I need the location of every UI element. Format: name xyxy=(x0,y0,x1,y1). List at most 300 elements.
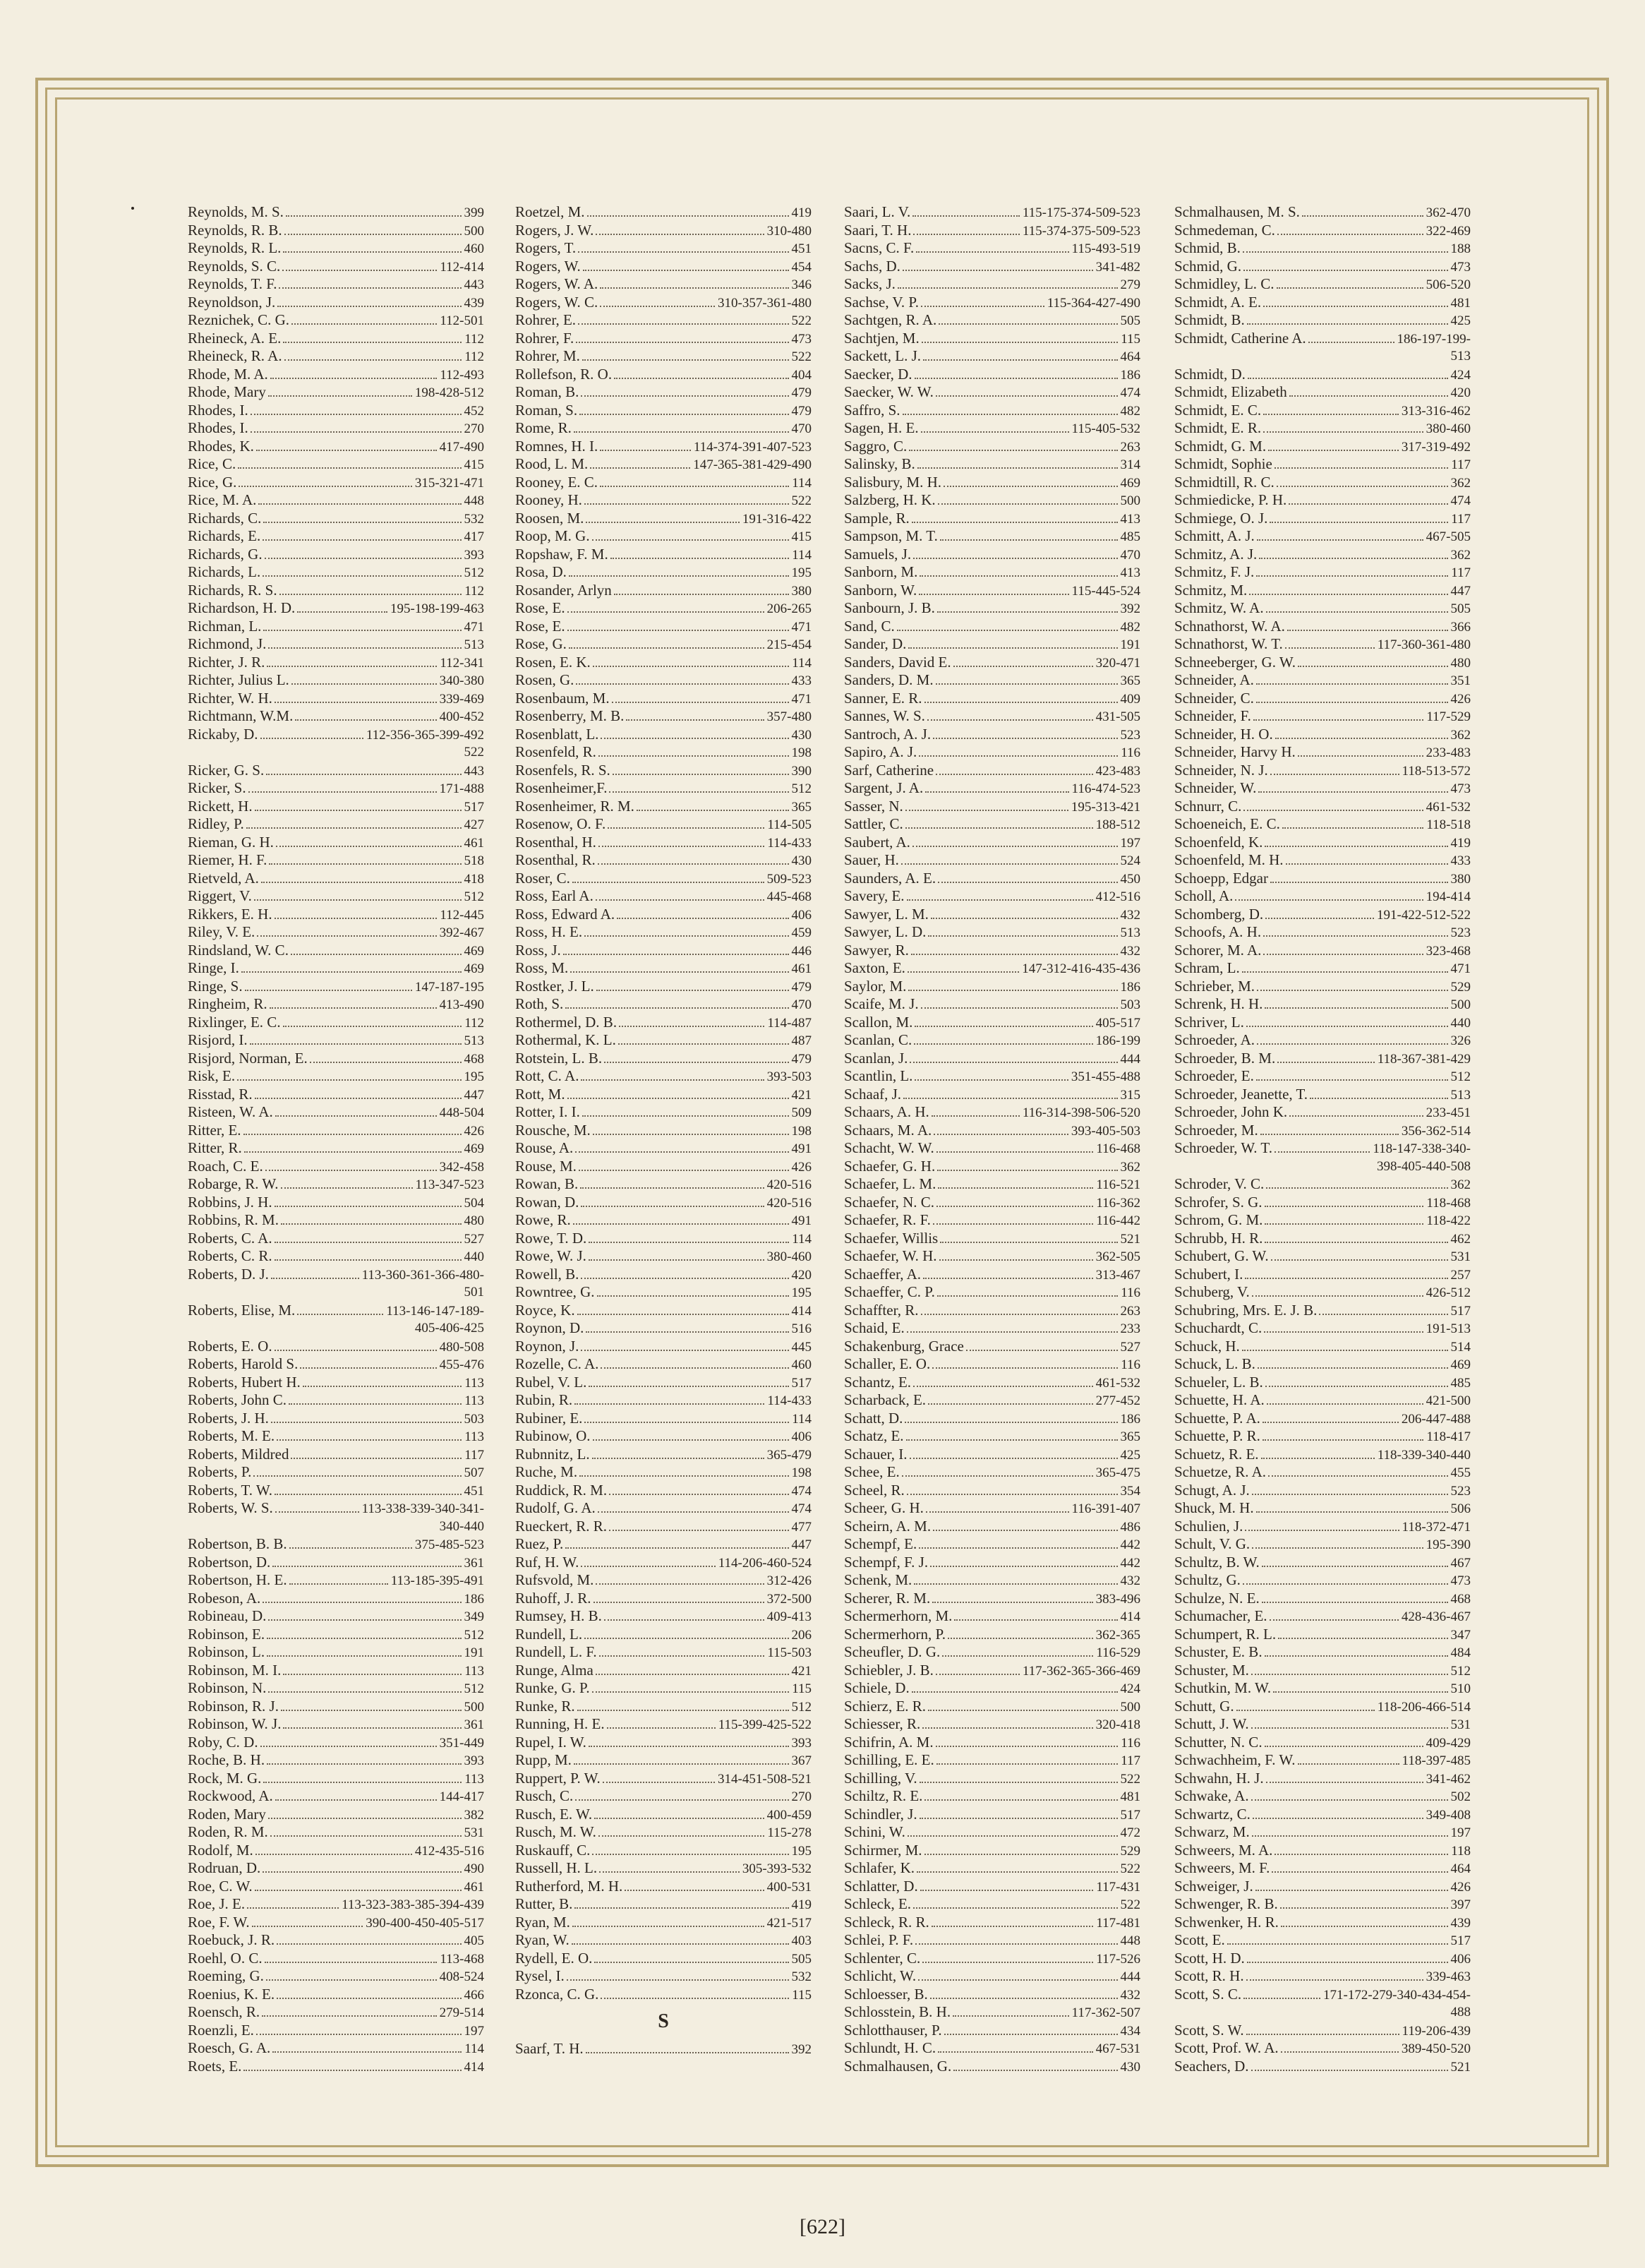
page-refs: 393 xyxy=(464,547,484,563)
entry-name: Schatz, E. xyxy=(844,1427,904,1444)
index-entry xyxy=(515,1914,812,1932)
page-refs: 415 xyxy=(791,529,812,544)
dot-leader xyxy=(1308,342,1394,343)
dot-leader xyxy=(1262,1566,1448,1567)
dot-leader xyxy=(279,287,461,289)
dot-leader xyxy=(268,1691,461,1693)
dot-leader xyxy=(1242,971,1448,973)
dot-leader xyxy=(1245,1530,1399,1531)
index-entry xyxy=(844,510,1140,528)
index-entry xyxy=(1174,383,1471,402)
index-entry xyxy=(844,1499,1140,1518)
entry-name: Schleck, E. xyxy=(844,1895,912,1912)
index-entry xyxy=(1174,2039,1471,2058)
index-entry xyxy=(188,618,484,636)
dot-leader xyxy=(915,1079,1068,1081)
dot-leader xyxy=(940,539,1118,541)
dot-leader xyxy=(599,1871,740,1873)
entry-name: Schiesser, R. xyxy=(844,1715,921,1732)
index-entry xyxy=(515,1067,812,1086)
entry-name: Ruez, P. xyxy=(515,1535,564,1552)
page-refs: 198-428-512 xyxy=(414,385,484,400)
entry-name: Schmidt, D. xyxy=(1174,365,1246,383)
dot-leader xyxy=(912,522,1118,523)
page-refs: 186 xyxy=(1120,979,1140,995)
page-refs: 432 xyxy=(1120,1573,1140,1588)
entry-name: Schirmer, M. xyxy=(844,1841,922,1859)
page-refs: 195 xyxy=(791,1285,812,1300)
page-refs: 500 xyxy=(464,1699,484,1715)
index-entry xyxy=(844,1302,1140,1320)
index-entry xyxy=(188,438,484,456)
entry-name: Rheineck, A. E. xyxy=(188,329,282,347)
dot-leader xyxy=(915,1943,1117,1945)
page-refs: 206-447-488 xyxy=(1401,1411,1471,1427)
entry-name: Richardson, H. D. xyxy=(188,599,296,616)
entry-name: Schubert, G. W. xyxy=(1174,1247,1269,1264)
index-entry xyxy=(1174,1050,1471,1068)
dot-leader xyxy=(1287,630,1448,631)
dot-leader xyxy=(1236,1710,1375,1711)
dot-leader xyxy=(915,378,1118,379)
index-entry xyxy=(515,1050,812,1068)
index-entry xyxy=(515,1859,812,1878)
page-refs: 482 xyxy=(1120,403,1140,419)
page-refs: 522 xyxy=(1120,1861,1140,1876)
page-refs: 409-429 xyxy=(1426,1735,1471,1751)
index-entry xyxy=(188,1626,484,1644)
entry-name: Ross, M. xyxy=(515,959,569,976)
entry-name: Scott, H. D. xyxy=(1174,1949,1245,1967)
entry-name: Schoenfeld, K. xyxy=(1174,833,1263,851)
dot-leader xyxy=(581,1079,764,1081)
page-refs: 372-500 xyxy=(766,1591,812,1607)
page-refs: 118-372-471 xyxy=(1402,1519,1471,1535)
dot-leader xyxy=(281,1223,462,1225)
dot-leader xyxy=(586,1331,788,1333)
page-refs: 380-460 xyxy=(1426,421,1471,436)
page-refs: 509-523 xyxy=(766,871,812,887)
dot-leader xyxy=(936,774,1093,775)
index-entry xyxy=(844,1266,1140,1284)
index-entry xyxy=(844,582,1140,600)
page-refs: 310-357-361-480 xyxy=(718,295,812,311)
entry-name: Schuetz, R. E. xyxy=(1174,1445,1259,1463)
index-entry xyxy=(515,383,812,402)
dot-leader xyxy=(300,1367,436,1369)
entry-name: Rose, E. xyxy=(515,617,565,635)
index-entry xyxy=(515,1679,812,1698)
page-refs: 473 xyxy=(791,331,812,347)
dot-leader xyxy=(598,846,764,847)
dot-leader xyxy=(1243,251,1448,253)
entry-name: Rowntree, G. xyxy=(515,1283,595,1300)
entry-name: Schmidt, Sophie xyxy=(1174,455,1272,472)
index-entry xyxy=(844,1698,1140,1716)
page-refs: 313-467 xyxy=(1095,1267,1140,1283)
index-entry xyxy=(1174,1014,1471,1032)
dot-leader xyxy=(925,791,1068,793)
index-entry xyxy=(844,1607,1140,1626)
page-refs: 512 xyxy=(464,565,484,580)
page-refs: 114 xyxy=(792,1411,812,1427)
page-refs: 467-531 xyxy=(1095,2041,1140,2056)
dot-leader xyxy=(581,395,788,397)
dot-leader xyxy=(932,1602,1092,1603)
entry-name: Rydell, E. O. xyxy=(515,1949,593,1967)
entry-name: Rheineck, R. A. xyxy=(188,347,282,364)
dot-leader xyxy=(574,1763,789,1765)
dot-leader xyxy=(239,486,411,487)
dot-leader xyxy=(908,647,1117,649)
page-refs: 263 xyxy=(1120,439,1140,455)
entry-name: Rousche, M. xyxy=(515,1121,591,1139)
page-refs: 390-400-450-405-517 xyxy=(366,1915,484,1931)
page-refs: 439 xyxy=(464,295,484,311)
index-entry xyxy=(1174,1463,1471,1482)
entry-name: Saunders, A. E. xyxy=(844,869,936,887)
page-refs: 418 xyxy=(464,871,484,887)
page-refs: 206 xyxy=(791,1627,812,1643)
page-refs: 412-435-516 xyxy=(414,1843,484,1859)
dot-leader xyxy=(567,1098,789,1099)
page-refs: 471 xyxy=(464,619,484,635)
entry-name: Robertson, B. B. xyxy=(188,1535,287,1552)
page-refs: 406 xyxy=(791,907,812,923)
index-entry xyxy=(188,690,484,708)
page-refs: 506 xyxy=(1450,1501,1471,1516)
dot-leader xyxy=(1246,2034,1399,2035)
index-entry xyxy=(1174,834,1471,852)
entry-name: Schwahn, H. J. xyxy=(1174,1769,1264,1787)
entry-name: Schmalhausen, G. xyxy=(844,2057,952,2075)
entry-name: Robinson, N. xyxy=(188,1679,267,1696)
page-refs: 444 xyxy=(1120,1969,1140,1984)
index-entry xyxy=(844,474,1140,492)
index-entry xyxy=(188,1463,484,1482)
index-entry xyxy=(515,870,812,888)
entry-name: Schmitz, A. J. xyxy=(1174,545,1258,563)
index-entry xyxy=(844,1643,1140,1662)
entry-name: Schomberg, D. xyxy=(1174,905,1264,923)
entry-name: Roach, C. E. xyxy=(188,1157,263,1175)
index-entry xyxy=(1174,654,1471,672)
dot-leader xyxy=(924,1799,1117,1801)
page-refs: 414 xyxy=(1120,1609,1140,1624)
dot-leader xyxy=(250,1043,462,1045)
index-entry xyxy=(1174,1770,1471,1788)
index-entry xyxy=(188,1031,484,1050)
dot-leader xyxy=(284,359,462,361)
index-entry xyxy=(1174,563,1471,582)
page-refs: 366 xyxy=(1450,619,1471,635)
dot-leader xyxy=(909,450,1117,451)
entry-name: Scheel, R. xyxy=(844,1481,905,1499)
dot-leader xyxy=(934,1134,1068,1135)
page-refs: 470 xyxy=(1120,547,1140,563)
entry-name: Schauer, I. xyxy=(844,1445,908,1463)
page-refs: 365 xyxy=(1120,1429,1140,1444)
entry-name: Rindsland, W. C. xyxy=(188,941,289,959)
entry-name: Salisbury, M. H. xyxy=(844,473,942,491)
page-refs: 474 xyxy=(1450,493,1471,508)
entry-name: Rouse, M. xyxy=(515,1157,577,1175)
index-entry xyxy=(1174,275,1471,294)
entry-name: Salinsky, B. xyxy=(844,455,915,472)
page-refs: 414 xyxy=(464,2059,484,2075)
index-entry xyxy=(1174,1374,1471,1392)
entry-name: Risk, E. xyxy=(188,1067,236,1084)
page-refs: 404 xyxy=(791,367,812,383)
page-refs: 510 xyxy=(1450,1681,1471,1696)
page-refs: 118-367-381-429 xyxy=(1377,1051,1471,1067)
entry-name: Ringe, I. xyxy=(188,959,239,976)
entry-name: Schultz, B. W. xyxy=(1174,1553,1260,1571)
dot-leader xyxy=(572,1943,789,1945)
dot-leader xyxy=(1251,1799,1448,1801)
page-refs: 517 xyxy=(1450,1303,1471,1319)
page-refs: 400-452 xyxy=(439,709,484,724)
entry-name: Schwenker, H. R. xyxy=(1174,1913,1279,1931)
page-refs: 367 xyxy=(791,1753,812,1768)
index-entry xyxy=(515,635,812,654)
entry-name: Risjord, Norman, E. xyxy=(188,1049,308,1067)
dot-leader xyxy=(933,1223,1094,1225)
entry-name: Schilling, V. xyxy=(844,1769,917,1787)
index-entry xyxy=(515,1446,812,1464)
index-entry xyxy=(1174,1247,1471,1266)
entry-name: Roche, B. H. xyxy=(188,1751,265,1768)
dot-leader xyxy=(596,990,789,991)
page-refs: 375-485-523 xyxy=(414,1537,484,1552)
index-entry xyxy=(844,1283,1140,1302)
index-entry xyxy=(188,1211,484,1230)
dot-leader xyxy=(908,1835,1118,1837)
dot-leader xyxy=(1252,1295,1423,1297)
page-refs: 443 xyxy=(464,763,484,779)
entry-name: Rueckert, R. R. xyxy=(515,1517,608,1535)
page-refs: 485 xyxy=(1450,1375,1471,1391)
index-entry xyxy=(188,1643,484,1662)
entry-name: Scott, S. C. xyxy=(1174,1985,1242,2003)
page-refs: 503 xyxy=(464,1411,484,1427)
page-refs: 426 xyxy=(791,1159,812,1175)
page-refs: 270 xyxy=(791,1789,812,1804)
page-refs: 354 xyxy=(1120,1483,1140,1499)
page-refs: 461 xyxy=(464,835,484,851)
dot-leader xyxy=(1265,1242,1447,1243)
page-refs: 412-516 xyxy=(1095,889,1140,904)
dot-leader xyxy=(255,1098,462,1099)
page-refs: 215-454 xyxy=(766,637,812,652)
page-refs: 117 xyxy=(1451,457,1471,472)
dot-leader xyxy=(575,1799,788,1801)
page-refs: 114-505 xyxy=(767,817,812,832)
index-entry xyxy=(844,1410,1140,1428)
dot-leader xyxy=(1247,1962,1448,1963)
index-entry xyxy=(515,762,812,780)
dot-leader xyxy=(275,1259,462,1261)
index-entry xyxy=(515,726,812,744)
page-refs: 195-390 xyxy=(1426,1537,1471,1552)
entry-name: Schorer, M. A. xyxy=(1174,941,1262,959)
dot-leader xyxy=(260,1746,437,1747)
page-refs: 461 xyxy=(791,961,812,976)
page-refs: 524 xyxy=(1120,853,1140,868)
dot-leader xyxy=(618,1043,789,1045)
entry-name: Ropshaw, F. M. xyxy=(515,545,608,563)
index-entry xyxy=(188,1571,484,1590)
index-entry xyxy=(515,618,812,636)
page-refs: 116 xyxy=(1121,1735,1140,1751)
entry-name: Schrom, G. M. xyxy=(1174,1211,1263,1228)
dot-leader xyxy=(572,1926,764,1927)
page-refs: 434 xyxy=(1120,2023,1140,2039)
page-refs: 341-462 xyxy=(1426,1771,1471,1787)
index-entry xyxy=(1174,1410,1471,1428)
dot-leader xyxy=(567,611,764,613)
entry-name: Robbins, R. M. xyxy=(188,1211,279,1228)
index-entry xyxy=(515,815,812,834)
dot-leader xyxy=(277,1943,461,1945)
entry-name: Roberts, C. A. xyxy=(188,1229,272,1247)
entry-name: Rose, G. xyxy=(515,635,567,652)
dot-leader xyxy=(258,503,461,505)
page-refs: 119-206-439 xyxy=(1402,2023,1471,2039)
dot-leader xyxy=(926,1511,1069,1513)
page-refs: 469 xyxy=(464,961,484,976)
entry-name: Rosenthal, H. xyxy=(515,833,596,851)
entry-name: Schoepp, Edgar xyxy=(1174,869,1268,887)
index-entry xyxy=(844,1086,1140,1104)
index-entry xyxy=(188,402,484,420)
dot-leader xyxy=(598,1835,764,1837)
page-refs: 419 xyxy=(1450,835,1471,851)
entry-name: Schuster, E. B. xyxy=(1174,1643,1263,1660)
dot-leader xyxy=(1285,647,1375,649)
dot-leader xyxy=(251,414,462,415)
dot-leader xyxy=(269,863,461,865)
page-refs: 195-198-199-463 xyxy=(390,601,484,616)
index-entry xyxy=(844,366,1140,384)
dot-leader xyxy=(944,2034,1118,2035)
index-entry xyxy=(188,1787,484,1806)
index-entry xyxy=(515,1283,812,1302)
dot-leader xyxy=(1267,1403,1423,1405)
page-refs: 466 xyxy=(464,1987,484,2003)
index-entry xyxy=(844,1823,1140,1842)
dot-leader xyxy=(614,378,788,379)
entry-name: Roberts, Mildred xyxy=(188,1445,289,1463)
entry-name: Richards, R. S. xyxy=(188,581,277,599)
index-entry xyxy=(1174,978,1471,996)
index-entry xyxy=(844,1158,1140,1176)
page-refs: 516 xyxy=(791,1321,812,1336)
dot-leader xyxy=(592,539,789,541)
dot-leader xyxy=(567,1979,789,1981)
page-refs: 116-314-398-506-520 xyxy=(1022,1105,1140,1120)
entry-name: Schroeder, E. xyxy=(1174,1067,1254,1084)
entry-name: Rice, C. xyxy=(188,455,236,472)
entry-name: Sargent, J. A. xyxy=(844,779,924,796)
dot-leader xyxy=(268,1619,461,1621)
index-entry xyxy=(1174,1211,1471,1230)
index-entry xyxy=(1174,1067,1471,1086)
page-refs: 114-433 xyxy=(767,835,812,851)
dot-leader xyxy=(938,1187,1093,1189)
dot-leader xyxy=(609,1494,788,1495)
page-refs: 482 xyxy=(1120,619,1140,635)
entry-name: Sachtgen, R. A. xyxy=(844,311,937,328)
entry-name: Rhodes, K. xyxy=(188,437,254,455)
dot-leader xyxy=(563,954,789,955)
page-refs: 114-433 xyxy=(767,1393,812,1408)
index-entry xyxy=(188,851,484,870)
entry-name: Richards, G. xyxy=(188,545,263,563)
dot-leader xyxy=(1255,1890,1448,1891)
entry-name: Risteen, W. A. xyxy=(188,1103,273,1120)
page-refs: 424 xyxy=(1120,1681,1140,1696)
dot-leader xyxy=(1265,918,1374,919)
index-entry xyxy=(844,1751,1140,1770)
entry-name: Schaars, A. H. xyxy=(844,1103,929,1120)
page-refs: 513 xyxy=(464,637,484,652)
index-entry xyxy=(844,294,1140,312)
dot-leader xyxy=(291,1458,462,1459)
dot-leader xyxy=(597,1295,789,1297)
dot-leader xyxy=(938,2051,1093,2053)
dot-leader xyxy=(265,558,462,559)
index-entry xyxy=(515,1751,812,1770)
entry-name: Rubel, V. L. xyxy=(515,1373,587,1391)
index-entry xyxy=(188,2003,484,2022)
dot-leader xyxy=(966,1350,1118,1351)
index-entry xyxy=(1174,1446,1471,1464)
dot-leader xyxy=(908,971,1019,973)
page-refs: 431-505 xyxy=(1095,709,1140,724)
index-entry xyxy=(1174,1643,1471,1662)
dot-leader xyxy=(911,954,1118,955)
entry-name: Schiele, D. xyxy=(844,1679,910,1696)
entry-name: Ross, J. xyxy=(515,941,561,959)
page-refs: 365 xyxy=(1120,673,1140,688)
page-refs: 362 xyxy=(1450,547,1471,563)
index-entry xyxy=(188,1806,484,1824)
page-refs: 405-517 xyxy=(1095,1015,1140,1031)
entry-name: Schaefer, Willis xyxy=(844,1229,939,1247)
page-refs: 117 xyxy=(464,1447,484,1463)
page-refs: 445-468 xyxy=(766,889,812,904)
page-refs: 114-374-391-407-523 xyxy=(693,439,812,455)
entry-name: Scallon, M. xyxy=(844,1013,913,1031)
dot-leader xyxy=(255,1854,412,1855)
page-refs: 380 xyxy=(791,583,812,599)
page-refs: 462 xyxy=(1450,1231,1471,1247)
dot-leader xyxy=(251,431,462,433)
dot-leader xyxy=(582,1115,789,1117)
dot-leader xyxy=(1266,1782,1423,1783)
page-refs: 400-531 xyxy=(766,1879,812,1895)
page-refs: 484 xyxy=(1450,1645,1471,1660)
entry-name: Saxton, E. xyxy=(844,959,905,976)
index-entry xyxy=(188,1230,484,1248)
dot-leader xyxy=(254,899,462,901)
entry-name: Rickaby, D. xyxy=(188,725,258,743)
page-refs: 233-483 xyxy=(1426,745,1471,760)
page-refs: 504 xyxy=(464,1195,484,1211)
entry-name: Reynolds, T. F. xyxy=(188,275,277,292)
index-entry xyxy=(188,834,484,852)
